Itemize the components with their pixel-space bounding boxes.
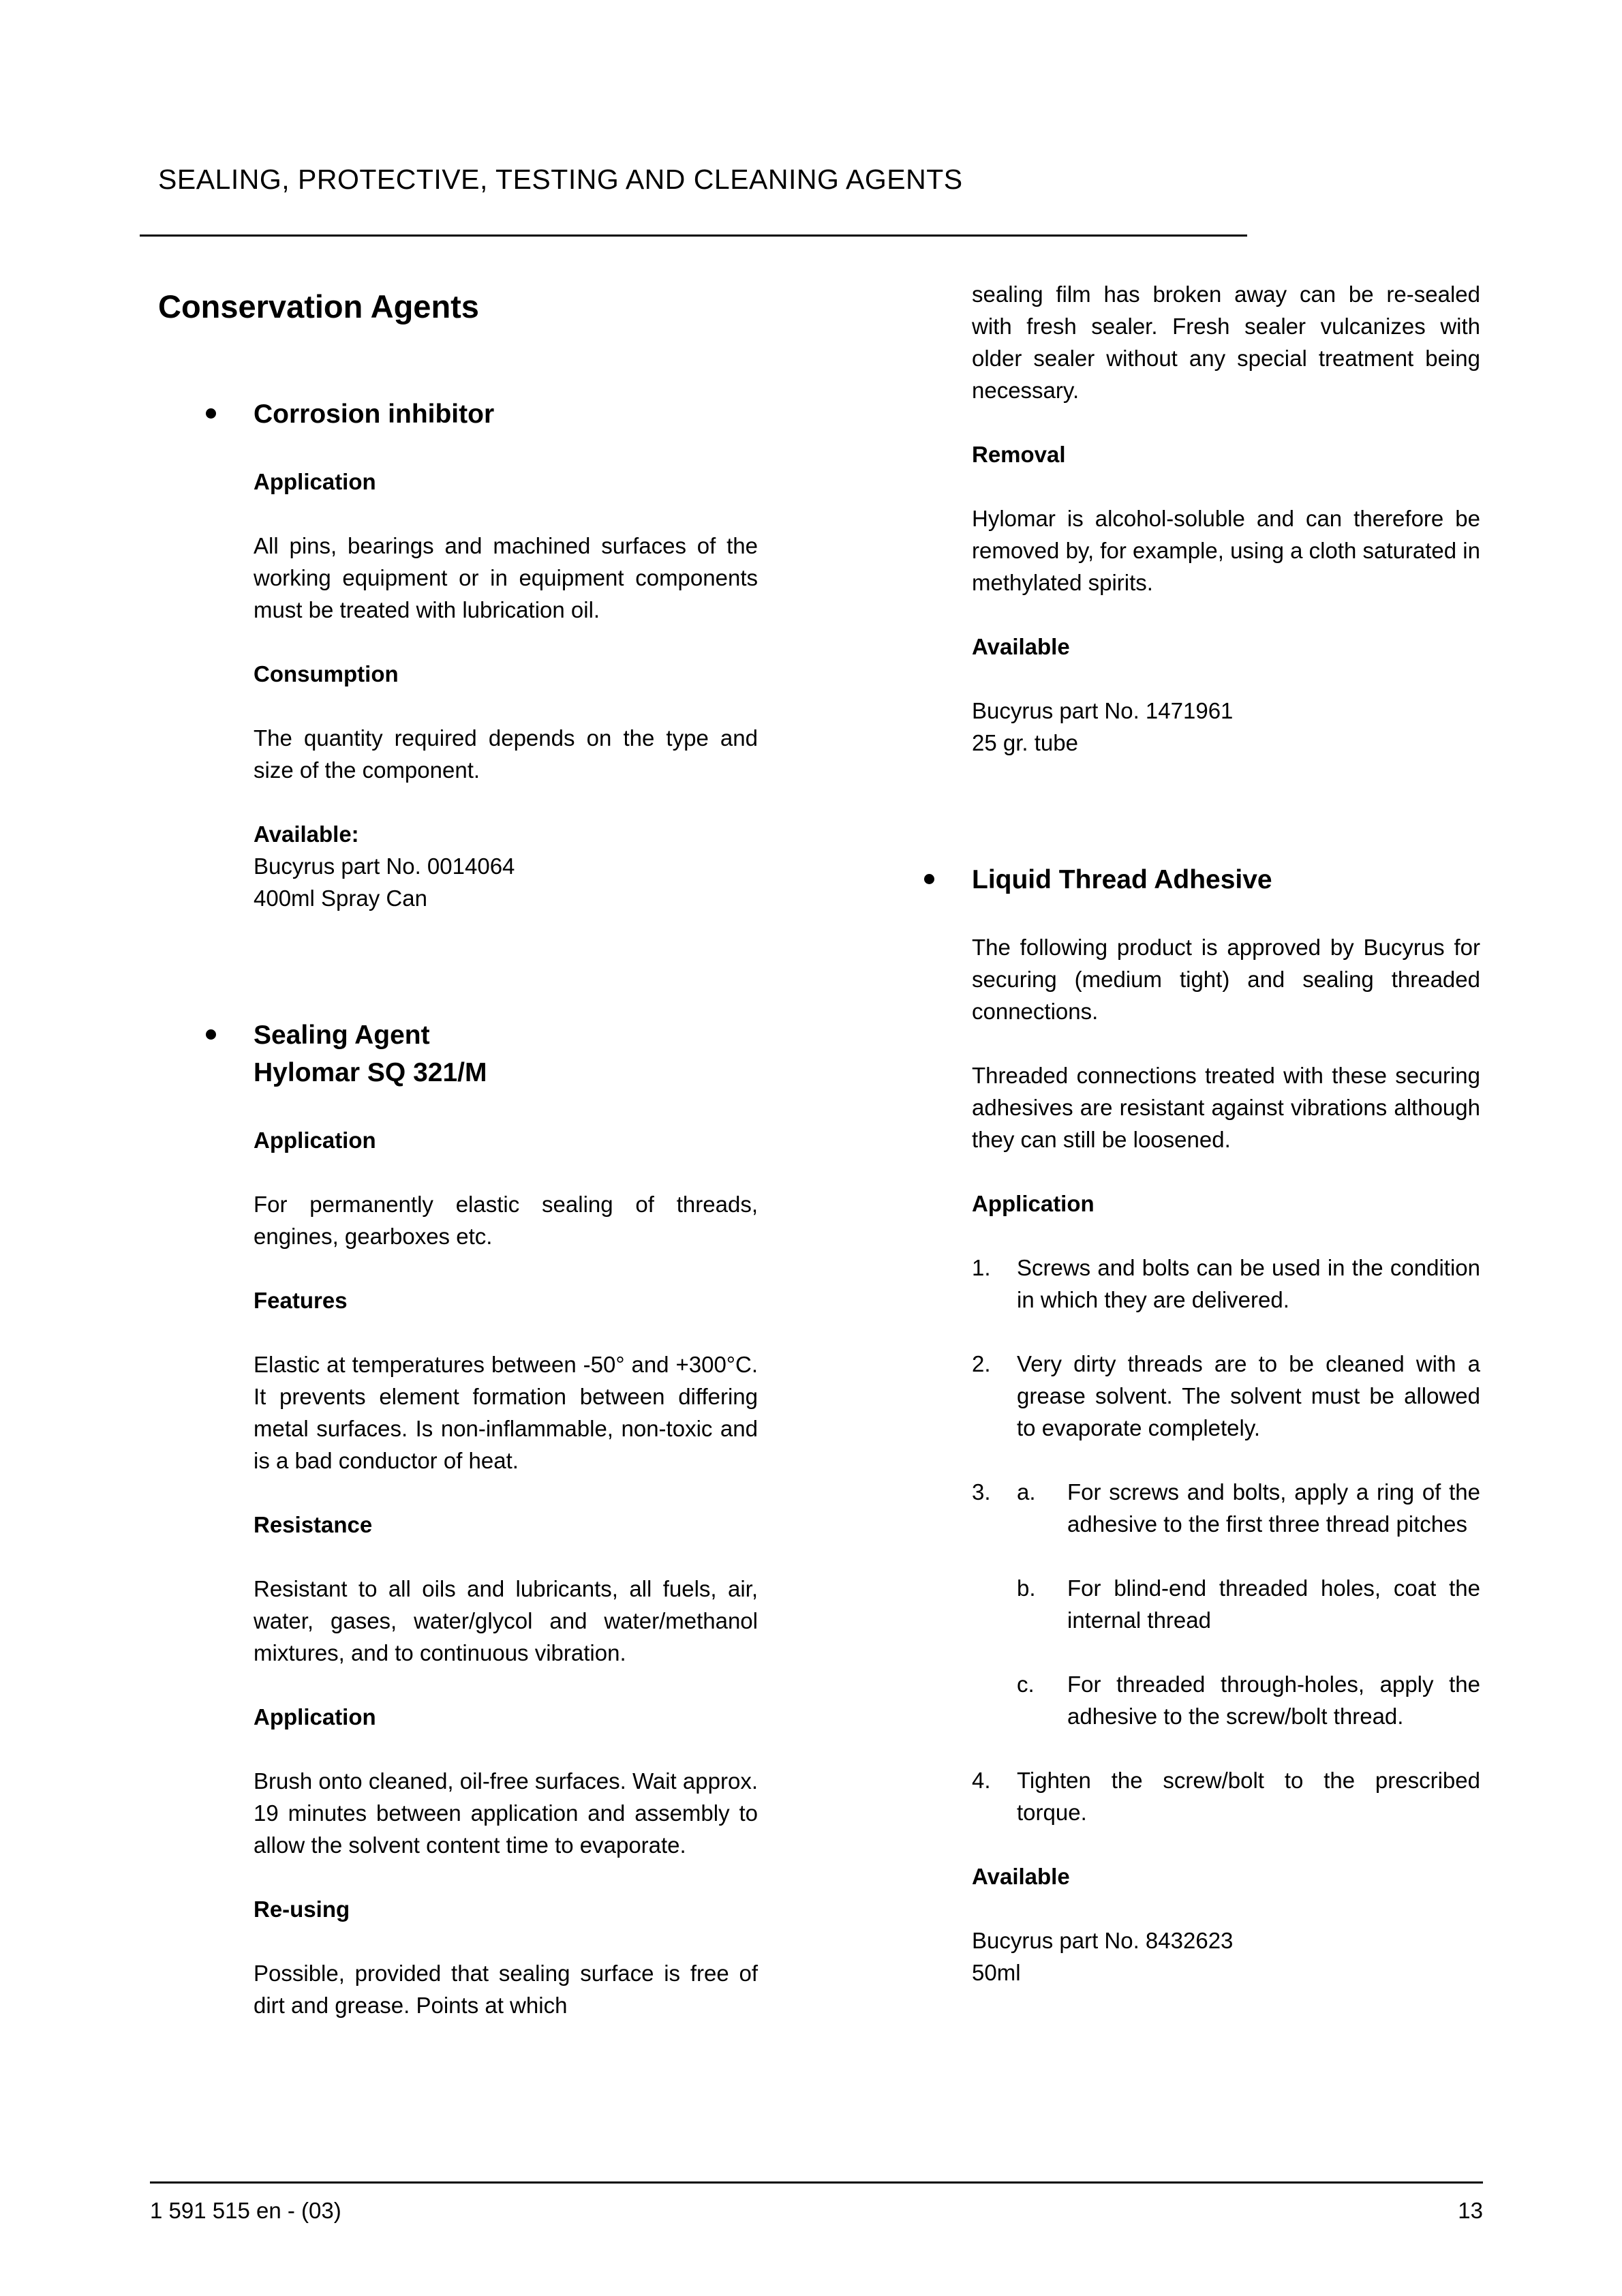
bullet-icon [206, 408, 216, 419]
step-text: Very dirty threads are to be cleaned with a grease solvent. The solvent must be allowed to evaporate completely. [1017, 1351, 1480, 1440]
part-number: Bucyrus part No. 1471961 [972, 698, 1234, 723]
step-number: 2. [972, 1351, 991, 1376]
paragraph-intro-2: Threaded connections treated with these securing adhesives are resistant against vibrations although they can still be loosened. [972, 1063, 1480, 1152]
paragraph-application: All pins, bearings and machined surfaces of the working equipment or in equipment components must be treated with lubrication oil. [254, 533, 758, 622]
section-heading-row [158, 395, 758, 433]
lettered-step-c [1017, 1668, 1480, 1732]
paragraph-application: For permanently elastic sealing of threads, engines, gearboxes etc. [254, 1192, 758, 1249]
step-number: 3. [972, 1479, 991, 1505]
lettered-step-a [1017, 1476, 1480, 1540]
lettered-step-b [1017, 1572, 1480, 1636]
step-letter: b. [1017, 1575, 1036, 1601]
subheading-application: Application [972, 1191, 1095, 1216]
step-letter: a. [1017, 1479, 1036, 1505]
subheading-removal: Removal [972, 442, 1066, 467]
section-sealing-agent [158, 1016, 758, 2021]
paragraph-features: Elastic at temperatures between -50° and +300°C. It prevents element formation between differing metal surfaces. Is non-inflammable, non-toxic and is a bad conductor of heat. [254, 1352, 758, 1473]
paragraph-resistance: Resistant to all oils and lubricants, all fuels, air, water, gases, water/glycol and water/methanol mixtures, and to continuous vibration. [254, 1576, 758, 1665]
package-size: 50ml [972, 1960, 1021, 1985]
package-size: 400ml Spray Can [254, 886, 427, 911]
page-footer [150, 2181, 1483, 2226]
page-title: Conservation Agents [158, 288, 479, 324]
subheading-available: Available: [254, 821, 359, 847]
subheading-application: Application [254, 469, 376, 494]
subheading-resistance: Resistance [254, 1512, 373, 1537]
step-text: Tighten the screw/bolt to the prescribed torque. [1017, 1768, 1480, 1825]
paragraph-re-using: Possible, provided that sealing surface is free of dirt and grease. Points at which [254, 1961, 758, 2018]
section-sealing-agent-continued [972, 278, 1480, 759]
section-body [972, 931, 1480, 1989]
numbered-step-2 [972, 1348, 1480, 1444]
step-letter: c. [1017, 1672, 1035, 1697]
subheading-features: Features [254, 1288, 348, 1313]
left-column [158, 286, 758, 2053]
step-number: 4. [972, 1768, 991, 1793]
paragraph-re-using-continued: sealing film has broken away can be re-sealed with fresh sealer. Fresh sealer vulcanizes with older sealer without any special treatment being necessary. [972, 282, 1480, 403]
section-liquid-thread-adhesive [972, 861, 1480, 1989]
part-number: Bucyrus part No. 0014064 [254, 854, 515, 879]
step-text: For threaded through-holes, apply the adhesive to the screw/bolt thread. [1067, 1672, 1480, 1729]
paragraph-consumption: The quantity required depends on the type and size of the component. [254, 725, 758, 783]
section-heading-row [158, 1016, 758, 1091]
paragraph-application-2: Brush onto cleaned, oil-free surfaces. Wait approx. 19 minutes between application and assembly to allow the solvent content time to evaporate. [254, 1768, 758, 1858]
document-code: 1 591 515 en - (03) [150, 2198, 341, 2223]
section-title-corrosion-inhibitor: Corrosion inhibitor [254, 399, 495, 429]
step-number: 1. [972, 1255, 991, 1280]
package-size: 25 gr. tube [972, 730, 1078, 755]
step-text: For screws and bolts, apply a ring of the adhesive to the first three thread pitches [1067, 1479, 1480, 1537]
bullet-icon [924, 874, 934, 884]
footer-row [150, 2194, 1483, 2226]
numbered-step-4 [972, 1764, 1480, 1828]
section-title-line1: Sealing Agent [254, 1021, 430, 1050]
subheading-application-2: Application [254, 1704, 376, 1729]
right-column [972, 278, 1480, 1989]
subheading-available: Available [972, 634, 1070, 659]
section-body [158, 1124, 758, 2021]
section-corrosion-inhibitor [158, 395, 758, 914]
page-number: 13 [1458, 2198, 1483, 2223]
step-text: For blind-end threaded holes, coat the internal thread [1067, 1575, 1480, 1633]
paragraph-intro-1: The following product is approved by Bucyrus for securing (medium tight) and sealing threaded connections. [972, 935, 1480, 1024]
numbered-step-1 [972, 1252, 1480, 1316]
section-body [158, 466, 758, 914]
numbered-step-3 [972, 1476, 1480, 1732]
header-rule [140, 235, 1247, 237]
subheading-application: Application [254, 1128, 376, 1153]
paragraph-removal: Hylomar is alcohol-soluble and can therefore be removed by, for example, using a cloth saturated in methylated spirits. [972, 506, 1480, 595]
subheading-consumption: Consumption [254, 661, 399, 686]
subheading-re-using: Re-using [254, 1897, 350, 1922]
bullet-icon [206, 1029, 216, 1040]
step-3-sub-list [1017, 1476, 1480, 1732]
step-text: Screws and bolts can be used in the condition in which they are delivered. [1017, 1255, 1480, 1312]
footer-rule [150, 2181, 1483, 2184]
section-heading-row [972, 861, 1480, 898]
section-title-liquid-thread-adhesive: Liquid Thread Adhesive [972, 865, 1272, 894]
document-header-title: SEALING, PROTECTIVE, TESTING AND CLEANING AGENTS [158, 164, 963, 195]
section-title-line2: Hylomar SQ 321/M [254, 1058, 487, 1087]
part-number: Bucyrus part No. 8432623 [972, 1928, 1234, 1953]
section-title-sealing-agent [254, 1016, 758, 1091]
subheading-available: Available [972, 1864, 1070, 1889]
